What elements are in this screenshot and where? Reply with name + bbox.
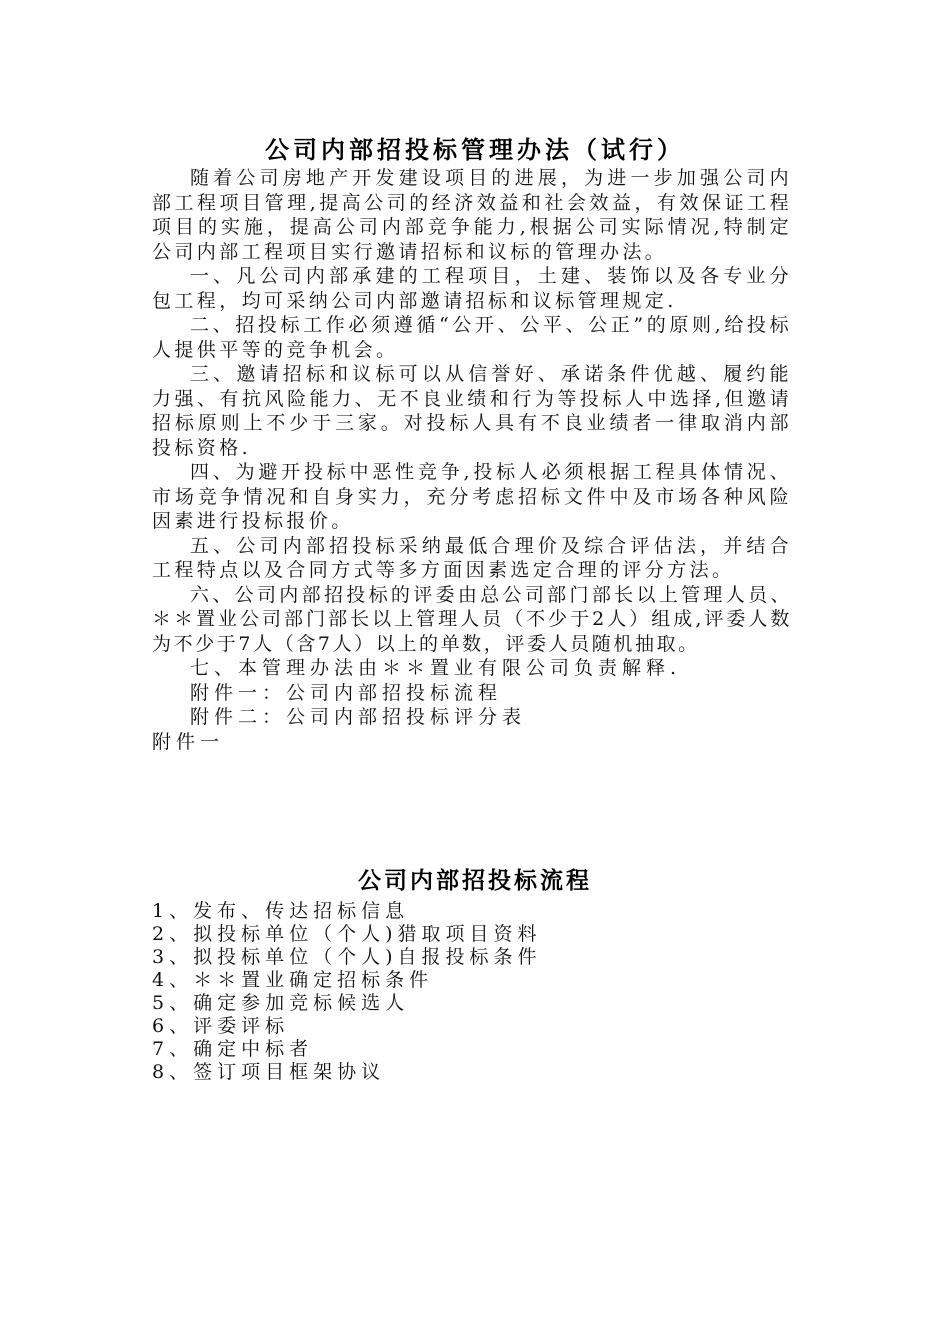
flow-step: 5、确定参加竞标候选人 <box>152 992 410 1014</box>
document-title: 公司内部招投标管理办法（试行） <box>265 136 685 164</box>
flow-step: 4、＊＊置业确定招标条件 <box>152 969 434 991</box>
flow-step: 2、拟投标单位（个人)猎取项目资料 <box>152 923 542 945</box>
attachment-line-2: 附件二：公司内部招投标评分表 <box>190 706 527 728</box>
paragraph-article-7: 七、本管理办法由＊＊置业有限公司负责解释. <box>190 657 682 679</box>
attachment-line-1: 附件一：公司内部招投标流程 <box>190 681 503 704</box>
flow-steps-list <box>152 900 792 1084</box>
flow-step: 1、发布、传达招标信息 <box>152 900 410 922</box>
paragraph-article-5: 五、公司内部招投标采纳最低合理价及综合评估法，并结合工程特点以及合同方式等多方面因素选定合理的评分方法。 <box>152 534 792 581</box>
paragraph-intro: 随着公司房地产开发建设项目的进展，为进一步加强公司内部工程项目管理,提高公司的经济效益和社会效益，有效保证工程项目的实施，提高公司内部竞争能力,根据公司实际情况,特制定公司内部工程项目实行邀请招标和议标的管理办法。 <box>152 167 792 263</box>
flow-title: 公司内部招投标流程 <box>358 868 592 894</box>
paragraph-article-3: 三、邀请招标和议标可以从信誉好、承诺条件优越、履约能力强、有抗风险能力、无不良业绩和行为等投标人中选择,但邀请招标原则上不少于三家。对投标人具有不良业绩者一律取消内部投标资格. <box>152 363 792 459</box>
paragraph-article-1: 一、凡公司内部承建的工程项目，土建、装饰以及各专业分包工程，均可采纳公司内部邀请招标和议标管理规定. <box>152 265 792 312</box>
flow-step: 7、确定中标者 <box>152 1038 314 1060</box>
flow-step: 3、拟投标单位（个人)自报投标条件 <box>152 946 542 968</box>
flow-step: 8、签订项目框架协议 <box>152 1061 386 1083</box>
document-body <box>152 166 792 754</box>
flow-step: 6、评委评标 <box>152 1015 290 1037</box>
paragraph-article-2: 二、招投标工作必须遵循“公开、公平、公正”的原则,给投标人提供平等的竞争机会。 <box>152 314 792 361</box>
paragraph-article-4: 四、为避开投标中恶性竞争,投标人必须根据工程具体情况、市场竞争情况和自身实力，充分考虑招标文件中及市场各种风险因素进行投标报价。 <box>152 461 792 532</box>
appendix-label: 附件一 <box>152 730 225 753</box>
paragraph-article-6: 六、公司内部招投标的评委由总公司部门部长以上管理人员、＊＊置业公司部门部长以上管理人员（不少于2人）组成,评委人数为不少于7人（含7人）以上的单数，评委人员随机抽取。 <box>152 583 792 655</box>
